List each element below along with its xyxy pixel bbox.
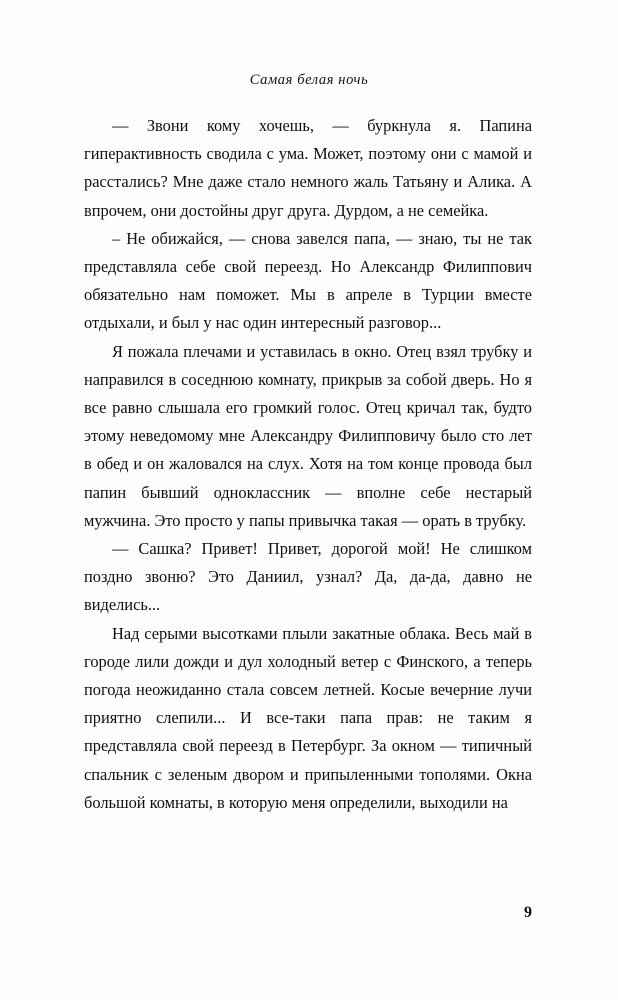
running-head: Самая белая ночь: [249, 72, 369, 88]
paragraph: – Не обижайся, — снова завелся папа, — знаю, ты не так представляла себе свой переезд. Но Александр Филиппович обязательно нам поможет. Мы в апреле в Турции вместе отдыхали, и был у нас один интересный разговор...: [84, 228, 532, 333]
page-number: 9: [524, 904, 532, 921]
page-body: [84, 112, 532, 817]
paragraph: Над серыми высотками плыли закатные облака. Весь май в городе лили дожди и дул холодный ветер с Финского, а теперь погода неожиданно стала совсем летней. Косые вечерние лучи приятно слепили... И все-таки папа прав: не таким я представляла свой переезд в Петербург. За окном — типичный спальник с зеленым двором и припыленными тополями. Окна большой комнаты, в которую меня определили, выходили на: [84, 623, 532, 812]
paragraph: — Звони кому хочешь, — буркнула я. Папина гиперактивность сводила с ума. Может, поэтому они с мамой и расстались? Мне даже стало немного жаль Татьяну и Алика. А впрочем, они достойны друг друга. Дурдом, а не семейка.: [84, 116, 532, 220]
paragraph: — Сашка? Привет! Привет, дорогой мой! Не слишком поздно звоню? Это Даниил, узнал? Да, да-да, давно не виделись...: [84, 539, 532, 615]
paragraph: Я пожала плечами и уставилась в окно. Отец взял трубку и направился в соседнюю комнату, прикрыв за собой дверь. Но я все равно слышала его громкий голос. Отец кричал так, будто этому неведомому мне Александру Филипповичу было сто лет в обед и он жаловался на слух. Хотя на том конце провода был папин бывший одноклассник — вполне себе нестарый мужчина. Это просто у папы привычка такая — орать в трубку.: [84, 341, 532, 530]
